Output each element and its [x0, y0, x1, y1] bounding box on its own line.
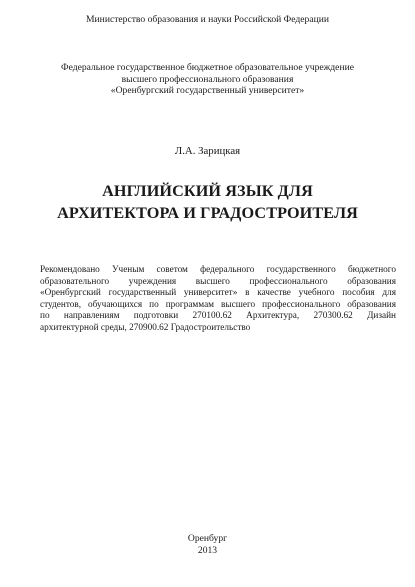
recommendation-paragraph — [40, 265, 396, 335]
institution-line: высшего профессионального образования — [121, 73, 294, 85]
title-line: АРХИТЕКТОРА И ГРАДОСТРОИТЕЛЯ — [57, 204, 358, 222]
publication-city: Оренбург — [187, 533, 228, 544]
recommendation-line: архитектурной среды, 270900.62 Градостроительство — [40, 322, 251, 333]
recommendation-line: «Оренбургский государственный университет» в качестве учебного пособия для — [40, 288, 396, 299]
publication-year: 2013 — [197, 545, 218, 556]
recommendation-line: образовательного учреждения высшего профессионального образования — [40, 276, 396, 287]
institution-line: «Оренбургский государственный университет» — [110, 85, 305, 97]
title-line: АНГЛИЙСКИЙ ЯЗЫК ДЛЯ — [102, 182, 313, 200]
recommendation-line: студентов, обучающихся по программам высшего профессионального образования — [40, 299, 396, 310]
author-name: Л.А. Зарицкая — [174, 145, 241, 157]
recommendation-line: по направлениям подготовки 270100.62 Архитектура, 270300.62 Дизайн — [40, 311, 396, 322]
institution-line: Федеральное государственное бюджетное образовательное учреждение — [61, 62, 354, 73]
recommendation-line: Рекомендовано Ученым советом федерального государственного бюджетного — [40, 265, 396, 275]
book-title — [20, 180, 395, 224]
ministry-name: Министерство образования и науки Российской Федерации — [86, 14, 329, 25]
institution-block — [20, 62, 395, 97]
